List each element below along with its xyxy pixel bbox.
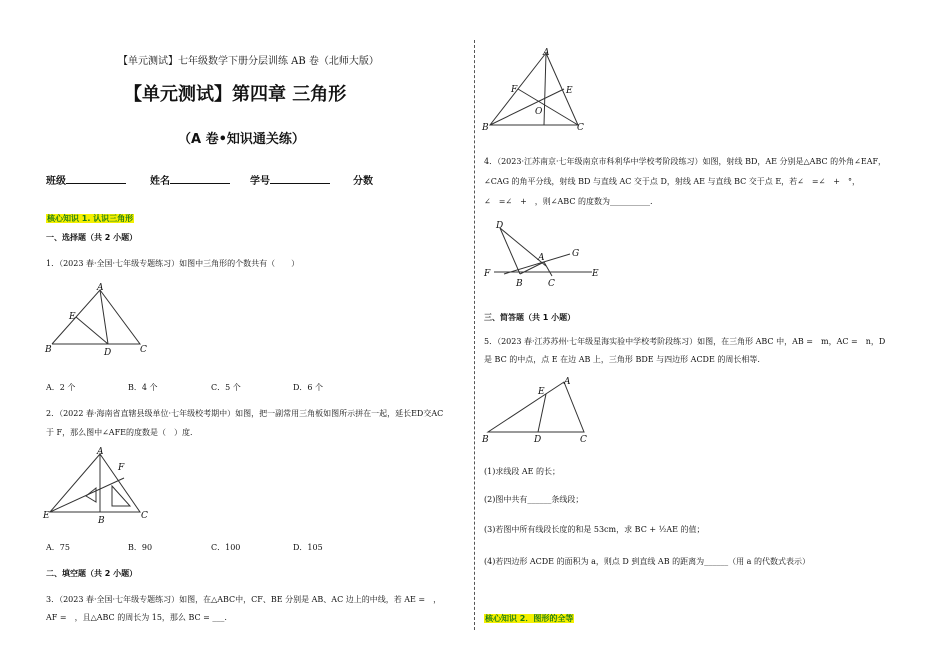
core-knowledge-2: 核心知识 2．图形的全等 [485,614,574,623]
question-4-line-3: ∠ =∠ + ，则∠ABC 的度数为__________. [484,197,653,206]
q5-part-2: (2)图中共有______条线段； [484,495,584,504]
q2-option-a: A．75 [46,543,70,552]
q2-option-c: C．100 [211,543,241,552]
label-e: E [69,312,76,322]
label-e: E [538,387,545,397]
label-a: A [543,48,550,58]
q2-option-b: B．90 [128,543,153,552]
q1-option-d: D．6 个 [293,383,324,392]
label-a: A [538,253,545,263]
label-c: C [140,345,147,355]
name-field: 姓名 [150,172,230,187]
label-g: G [572,249,580,259]
label-e: E [566,86,573,96]
label-b: B [482,123,489,133]
id-field: 学号 [250,172,330,187]
label-f: F [484,269,491,279]
class-field: 班级 [46,172,126,187]
q2-option-d: D．105 [293,543,323,552]
column-divider [474,40,475,630]
label-f: F [511,85,518,95]
figure-q2 [40,446,180,526]
section-fill-blank: 二、填空题（共 2 小题） [46,569,138,578]
section-short-answer: 三、简答题（共 1 小题） [484,313,576,322]
figure-q5 [480,372,600,447]
q1-option-a: A．2 个 [46,383,76,392]
core-knowledge-1: 核心知识 1. 认识三角形 [47,214,134,223]
label-f: F [118,463,125,473]
label-c: C [580,435,587,445]
question-4-line-1: 4．（2023·江苏南京·七年级南京市科利华中学校考阶段练习）如图，射线 BD，AE 分别是△ABC 的外角∠EAF， [484,157,887,166]
label-b: B [45,345,52,355]
page-subtitle: （A 卷•知识通关练） [178,132,305,147]
label-d: D [534,435,542,445]
question-5-line-1: 5．（2023 春·江苏苏州·七年级星海实验中学校考阶段练习）如图，在三角形 ABC 中，AB = m，AC = n，D [484,337,886,346]
q5-part-3: (3)若图中所有线段长度的和是 53cm，求 BC + ½AE 的值； [484,525,705,534]
page-title: 【单元测试】第四章 三角形 [124,84,347,105]
figure-q4 [480,216,605,291]
label-b: B [482,435,489,445]
label-a: A [564,377,571,387]
q5-part-1: (1)求线段 AE 的长； [484,467,561,476]
q1-option-c: C．5 个 [211,383,241,392]
question-2-line-2: 于 F，那么图中∠AFE的度数是（ ）度． [46,428,198,437]
section-choice: 一、选择题（共 2 小题） [46,233,138,242]
label-b: B [516,279,523,289]
question-1: 1．（2023 春·全国·七年级专题练习）如图中三角形的个数共有（ ） [46,259,300,268]
label-b: B [98,516,105,526]
label-a: A [97,283,104,293]
label-a: A [97,447,104,457]
document-header: 【单元测试】七年级数学下册分层训练 AB 卷（北师大版） [118,56,379,67]
question-4-line-2: ∠CAG 的角平分线，射线 BD 与直线 AC 交于点 D，射线 AE 与直线 BC 交于点 E，若∠ =∠ + °， [484,177,860,186]
question-2-line-1: 2．（2022 春·海南省直辖县级单位·七年级校考期中）如图，把一副常用三角板如图所示拼在一起，延长ED交AC [46,409,444,418]
label-c: C [548,279,555,289]
label-d: D [104,348,112,357]
label-e: E [43,511,50,521]
figure-q3 [480,45,590,133]
label-c: C [141,511,148,521]
q1-option-b: B．4 个 [128,383,158,392]
score-field: 分数 [353,176,373,187]
label-e: E [592,269,599,279]
label-o: O [535,107,543,117]
label-c: C [577,123,584,133]
question-5-line-2: 是 BC 的中点，点 E 在边 AB 上，三角形 BDE 与四边形 ACDE 的周长相等. [484,355,760,364]
question-3-line-1: 3．（2023 春·全国·七年级专题练习）如图，在△ABC中，CF、BE 分别是 AB、AC 边上的中线，若 AE = ， [46,595,442,604]
figure-q1 [40,282,160,357]
question-3-line-2: AF = ，且△ABC 的周长为 15，那么 BC = ___. [46,613,227,622]
q5-part-4: (4)若四边形 ACDE 的面积为 a，则点 D 到直线 AB 的距离为______（用 a 的代数式表示） [484,557,810,566]
label-d: D [496,221,504,231]
